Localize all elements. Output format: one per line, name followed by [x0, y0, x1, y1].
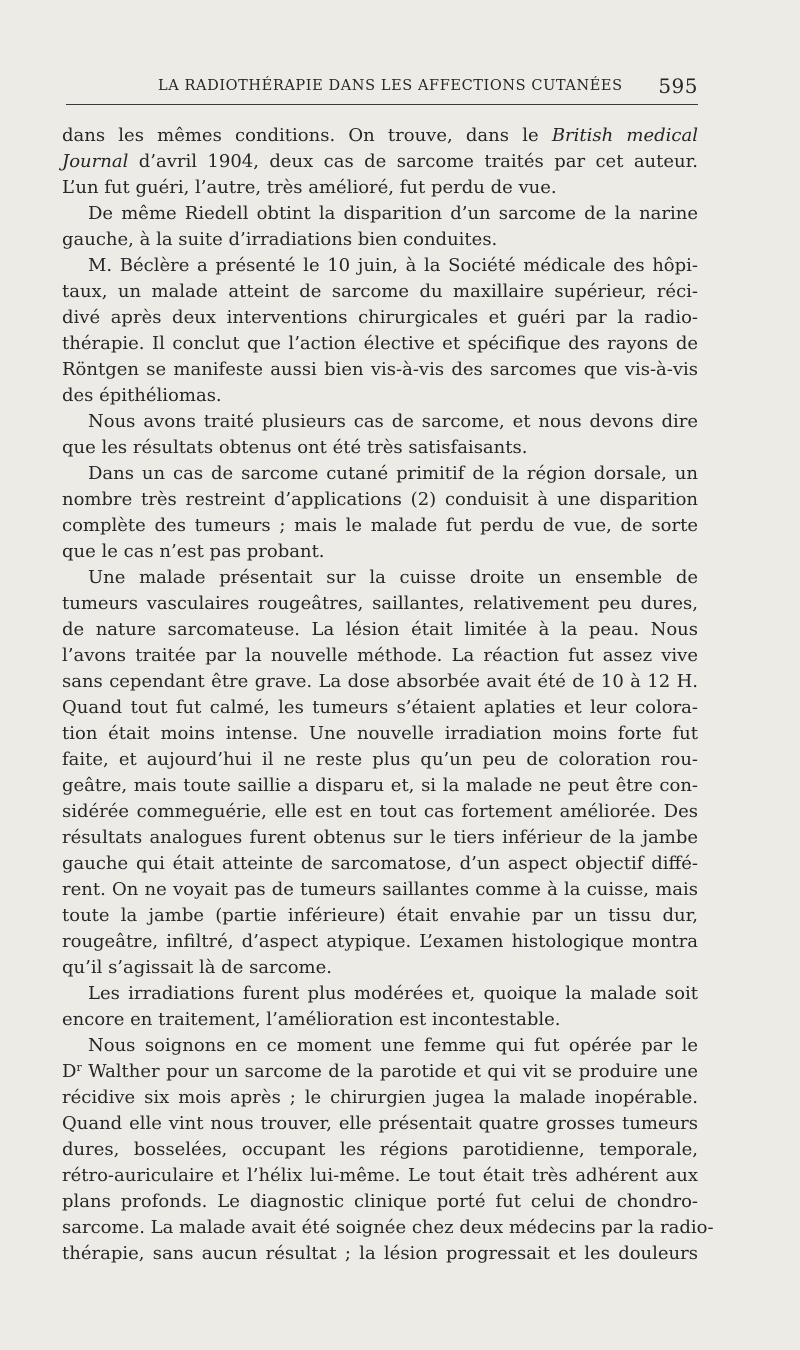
text-line: plans profonds. Le diagnostic clinique porté fut celui de chondro-: [62, 1191, 698, 1212]
text-line: divé après deux interventions chirurgicales et guéri par la radio-: [62, 307, 698, 328]
text-line: rétro-auriculaire et l’hélix lui-même. Le tout était très adhérent aux: [62, 1165, 698, 1186]
text-line: gauche qui était atteinte de sarcomatose, d’un aspect objectif diffé-: [62, 853, 698, 874]
text-line: Quand elle vint nous trouver, elle présentait quatre grosses tumeurs: [62, 1113, 698, 1134]
text-line: Dans un cas de sarcome cutané primitif de la région dorsale, un: [88, 463, 698, 484]
text-line: [62, 149, 698, 175]
body-text: [62, 123, 714, 1267]
text-line: thérapie. Il conclut que l’action élective et spécifique des rayons de: [62, 333, 698, 354]
text-line: Les irradiations furent plus modérées et, quoique la malade soit: [88, 983, 698, 1004]
text-line: L’un fut guéri, l’autre, très amélioré, fut perdu de vue.: [62, 177, 557, 198]
text-span: d’avril 1904, deux cas de sarcome traités par cet auteur.: [138, 151, 698, 172]
text-line: tumeurs vasculaires rougeâtres, saillantes, relativement peu dures,: [62, 593, 698, 614]
text-line: rougeâtre, infiltré, d’aspect atypique. L’examen histologique montra: [62, 931, 698, 952]
text-line: Quand tout fut calmé, les tumeurs s’étaient aplaties et leur colora-: [62, 697, 698, 718]
journal-title-italic: Journal: [62, 151, 129, 172]
text-line: l’avons traitée par la nouvelle méthode. La réaction fut assez vive: [62, 645, 698, 666]
running-title: LA RADIOTHÉRAPIE DANS LES AFFECTIONS CUTANÉES: [158, 78, 623, 94]
text-line: thérapie, sans aucun résultat ; la lésion progressait et les douleurs: [62, 1243, 698, 1264]
text-line: [62, 1059, 698, 1085]
journal-title-italic: British medical: [551, 125, 698, 146]
text-line: que les résultats obtenus ont été très satisfaisants.: [62, 437, 528, 458]
text-line: de nature sarcomateuse. La lésion était limitée à la peau. Nous: [62, 619, 698, 640]
text-line: qu’il s’agissait là de sarcome.: [62, 957, 332, 978]
text-line: complète des tumeurs ; mais le malade fut perdu de vue, de sorte: [62, 515, 698, 536]
text-line: nombre très restreint d’applications (2) conduisit à une disparition: [62, 489, 698, 510]
text-line: toute la jambe (partie inférieure) était envahie par un tissu dur,: [62, 905, 698, 926]
page-number: 595: [658, 74, 698, 98]
text-line: des épithéliomas.: [62, 385, 222, 406]
text-line: sarcome. La malade avait été soignée chez deux médecins par la radio-: [62, 1217, 714, 1238]
text-line: sidérée commeguérie, elle est en tout cas fortement améliorée. Des: [62, 801, 698, 822]
text-span: Walther pour un sarcome de la parotide et qui vit se produire une: [81, 1061, 698, 1082]
text-line: dures, bosselées, occupant les régions parotidienne, temporale,: [62, 1139, 698, 1160]
text-line: Une malade présentait sur la cuisse droite un ensemble de: [88, 567, 698, 588]
text-line: geâtre, mais toute saillie a disparu et, si la malade ne peut être con-: [62, 775, 698, 796]
text-line: M. Béclère a présenté le 10 juin, à la Société médicale des hôpi-: [88, 255, 698, 276]
text-line: récidive six mois après ; le chirurgien jugea la malade inopérable.: [62, 1087, 698, 1108]
text-line: gauche, à la suite d’irradiations bien conduites.: [62, 229, 498, 250]
text-span: D: [62, 1061, 77, 1082]
text-line: De même Riedell obtint la disparition d’un sarcome de la narine: [88, 203, 698, 224]
text-line: résultats analogues furent obtenus sur le tiers inférieur de la jambe: [62, 827, 698, 848]
text-line: encore en traitement, l’amélioration est incontestable.: [62, 1009, 561, 1030]
text-line: tion était moins intense. Une nouvelle irradiation moins forte fut: [62, 723, 698, 744]
text-line: que le cas n’est pas probant.: [62, 541, 325, 562]
page-header: [66, 74, 698, 105]
text-line: Nous soignons en ce moment une femme qui fut opérée par le: [88, 1035, 698, 1056]
text-span: dans les mêmes conditions. On trouve, dans le: [62, 125, 539, 146]
text-line: faite, et aujourd’hui il ne reste plus qu’un peu de coloration rou-: [62, 749, 698, 770]
superscript: r: [76, 1061, 82, 1074]
text-line: Röntgen se manifeste aussi bien vis-à-vis des sarcomes que vis-à-vis: [62, 359, 698, 380]
text-line: rent. On ne voyait pas de tumeurs saillantes comme à la cuisse, mais: [62, 879, 698, 900]
text-line: [62, 123, 698, 149]
text-line: Nous avons traité plusieurs cas de sarcome, et nous devons dire: [88, 411, 698, 432]
text-line: taux, un malade atteint de sarcome du maxillaire supérieur, réci-: [62, 281, 698, 302]
text-line: sans cependant être grave. La dose absorbée avait été de 10 à 12 H.: [62, 671, 698, 692]
